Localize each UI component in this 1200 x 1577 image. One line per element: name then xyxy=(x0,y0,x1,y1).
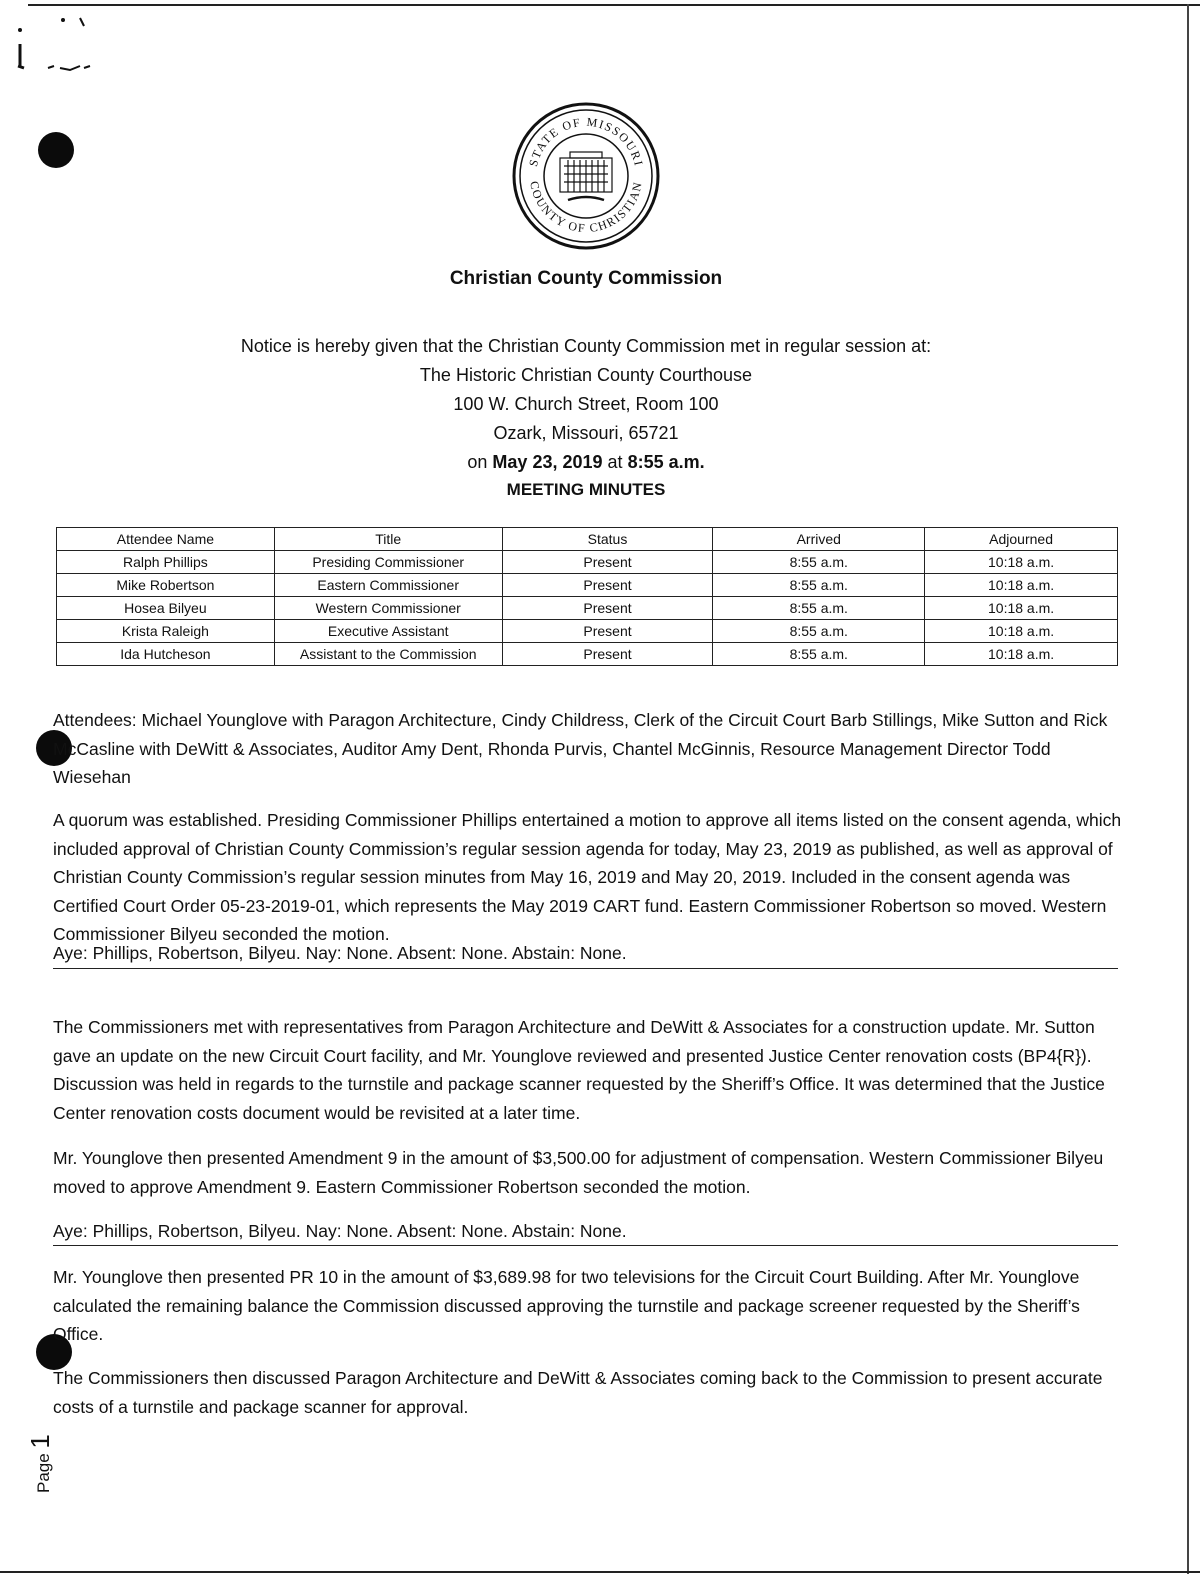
venue-name: The Historic Christian County Courthouse xyxy=(419,365,753,385)
page-bottom-edge xyxy=(0,1571,1200,1573)
pr10-paragraph: Mr. Younglove then presented PR 10 in the amount of $3,689.98 for two televisions for the Circuit Court Building. After Mr. Younglove calculated the remaining balance the Commission discussed approving the turnstile and package screener requested by the Sheriff’s Office. xyxy=(53,1267,1080,1344)
adjourned-time: 10:18 a.m. xyxy=(925,597,1118,620)
attendee-name: Mike Robertson xyxy=(57,574,275,597)
arrived-time: 8:55 a.m. xyxy=(713,643,925,666)
arrived-time: 8:55 a.m. xyxy=(713,620,925,643)
attendance-table xyxy=(56,527,1118,666)
punch-hole-top xyxy=(38,132,74,168)
attendee-name: Ida Hutcheson xyxy=(57,643,275,666)
table-row xyxy=(57,551,1118,574)
column-header: Attendee Name xyxy=(57,528,275,551)
meeting-datetime xyxy=(0,452,1172,473)
column-header: Adjourned xyxy=(925,528,1118,551)
arrived-time: 8:55 a.m. xyxy=(713,551,925,574)
attendee-status: Present xyxy=(502,597,713,620)
section-divider xyxy=(53,968,1118,969)
arrived-time: 8:55 a.m. xyxy=(713,574,925,597)
quorum-paragraph: A quorum was established. Presiding Commissioner Phillips entertained a motion to approve all items listed on the consent agenda, which included approval of Christian County Commission’s regular session agenda for today, May 23, 2019 as published, as well as approval of Christian County Commission’s regular session minutes from May 16, 2019 and May 20, 2019. Included in the consent agenda was Certified Court Order 05-23-2019-01, which represents the May 2019 CART fund. Eastern Commissioner Robertson so moved. Western Commissioner Bilyeu seconded the motion. xyxy=(53,810,1122,944)
closing-discussion-paragraph: The Commissioners then discussed Paragon Architecture and DeWitt & Associates coming back to the Commission to present accurate costs of a turnstile and package scanner for approval. xyxy=(53,1368,1103,1417)
adjourned-time: 10:18 a.m. xyxy=(925,551,1118,574)
table-row xyxy=(57,597,1118,620)
date-prefix: on xyxy=(467,452,488,472)
arrived-time: 8:55 a.m. xyxy=(713,597,925,620)
seal-text-bottom: COUNTY OF CHRISTIAN xyxy=(527,179,645,236)
page-number: 1 xyxy=(25,1434,55,1449)
amendment-paragraph: Mr. Younglove then presented Amendment 9 in the amount of $3,500.00 for adjustment of compensation. Western Commissioner Bilyeu moved to approve Amendment 9. Eastern Commissioner Robertson seconded the motion. xyxy=(53,1148,1104,1197)
table-row xyxy=(57,620,1118,643)
attendee-title: Eastern Commissioner xyxy=(274,574,502,597)
county-seal-logo xyxy=(512,102,660,250)
page-right-edge xyxy=(1187,4,1189,1574)
page-number-label xyxy=(25,1423,55,1493)
attendee-name: Hosea Bilyeu xyxy=(57,597,275,620)
attendee-name: Ralph Phillips xyxy=(57,551,275,574)
adjourned-time: 10:18 a.m. xyxy=(925,574,1118,597)
column-header: Arrived xyxy=(713,528,925,551)
table-row xyxy=(57,574,1118,597)
vote-record-consent: Aye: Phillips, Robertson, Bilyeu. Nay: None. Absent: None. Abstain: None. xyxy=(53,943,627,963)
table-row xyxy=(57,643,1118,666)
attendee-title: Executive Assistant xyxy=(274,620,502,643)
vote-record-amendment: Aye: Phillips, Robertson, Bilyeu. Nay: None. Absent: None. Abstain: None. xyxy=(53,1221,627,1241)
scan-marks xyxy=(8,8,98,78)
meeting-minutes-heading: MEETING MINUTES xyxy=(506,480,666,499)
page-top-edge xyxy=(28,4,1200,6)
section-divider xyxy=(53,1245,1118,1246)
venue-address: 100 W. Church Street, Room 100 xyxy=(453,394,719,414)
attendee-status: Present xyxy=(502,574,713,597)
attendee-status: Present xyxy=(502,620,713,643)
session-notice: Notice is hereby given that the Christian County Commission met in regular session at: xyxy=(240,336,932,356)
adjourned-time: 10:18 a.m. xyxy=(925,620,1118,643)
attendees-paragraph: Attendees: Michael Younglove with Paragon Architecture, Cindy Childress, Clerk of the Circuit Court Barb Stillings, Mike Sutton and Rick McCasline with DeWitt & Associates, Auditor Amy Dent, Rhonda Purvis, Chantel McGinnis, Resource Management Director Todd Wiesehan xyxy=(53,710,1108,787)
venue-city: Ozark, Missouri, 65721 xyxy=(493,423,679,443)
column-header: Status xyxy=(502,528,713,551)
document-title: Christian County Commission xyxy=(449,268,723,289)
attendee-title: Western Commissioner xyxy=(274,597,502,620)
attendee-title: Assistant to the Commission xyxy=(274,643,502,666)
attendee-status: Present xyxy=(502,643,713,666)
seal-text-top: STATE OF MISSOURI xyxy=(525,114,647,169)
attendee-status: Present xyxy=(502,551,713,574)
construction-update-paragraph: The Commissioners met with representatives from Paragon Architecture and DeWitt & Associates for a construction update. Mr. Sutton gave an update on the new Circuit Court facility, and Mr. Younglove reviewed and presented Justice Center renovation costs (BP4{R}). Discussion was held in regards to the turnstile and package scanner requested by the Sheriff’s Office. It was determined that the Justice Center renovation costs document would be revisited at a later time. xyxy=(53,1017,1105,1123)
attendee-name: Krista Raleigh xyxy=(57,620,275,643)
page-word: Page xyxy=(34,1453,53,1493)
attendee-title: Presiding Commissioner xyxy=(274,551,502,574)
meeting-date: May 23, 2019 xyxy=(492,452,603,472)
table-header-row xyxy=(57,528,1118,551)
time-prefix: at xyxy=(607,452,623,472)
adjourned-time: 10:18 a.m. xyxy=(925,643,1118,666)
meeting-time: 8:55 a.m. xyxy=(627,452,705,472)
column-header: Title xyxy=(274,528,502,551)
